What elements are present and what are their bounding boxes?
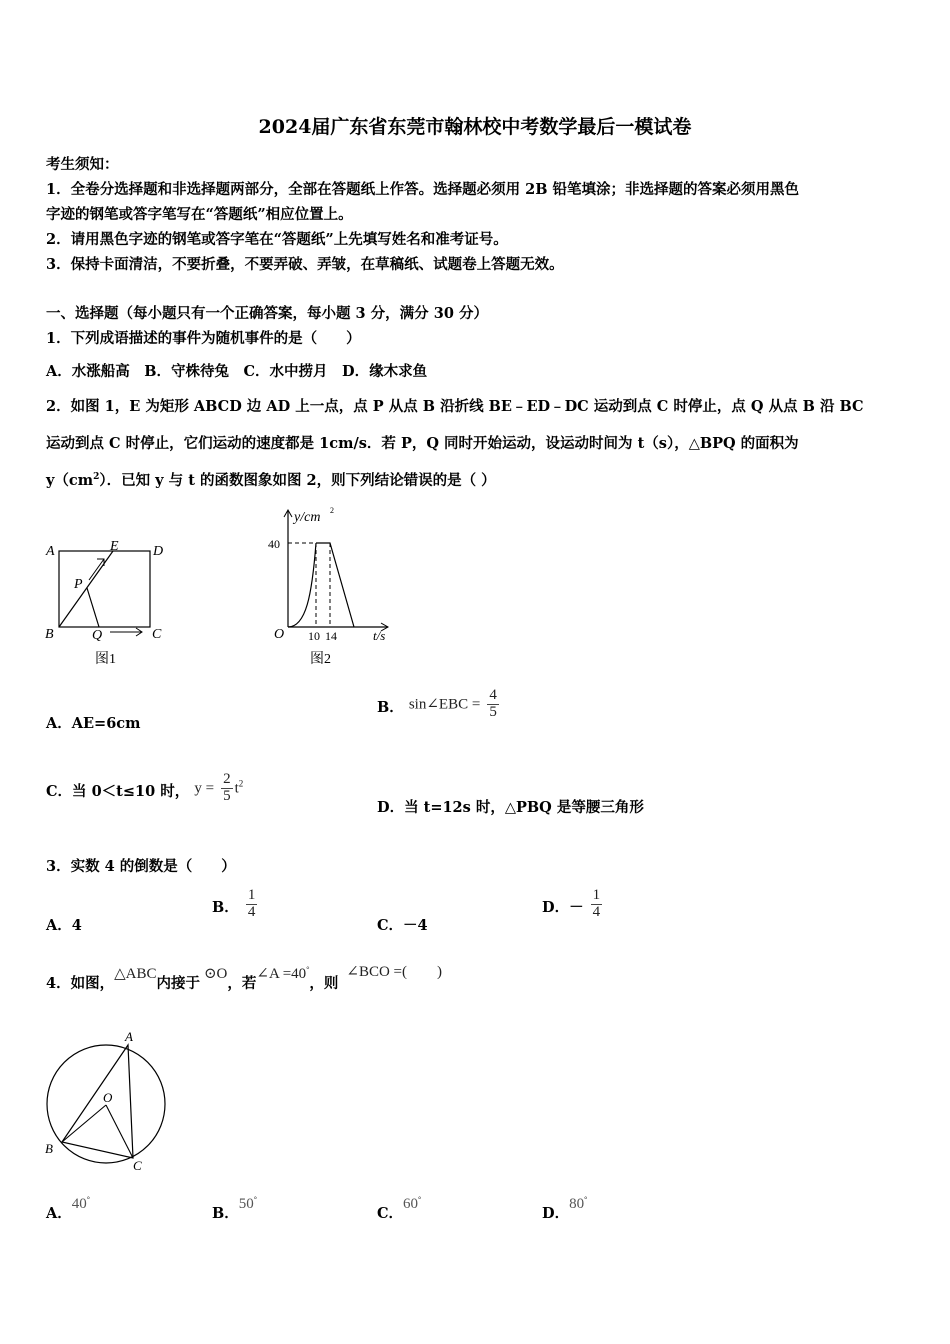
q1-stem: 1．下列成语描述的事件为随机事件的是（ ） (46, 330, 361, 347)
q2-option-d: D．当 t=12s 时，△PBQ 是等腰三角形 (377, 799, 644, 816)
q4-option-c: C．60° (377, 1195, 422, 1222)
fig2-ylabel-sup: 2 (330, 506, 334, 515)
q4-option-b: B．50° (212, 1195, 257, 1222)
q4-option-d: D．80° (542, 1195, 588, 1222)
fig1-label-e: E (110, 539, 119, 554)
q2-option-b: B． sin∠EBC = $\frac{4}{5}$ (377, 687, 497, 720)
section-heading: 一、选择题（每小题只有一个正确答案，每小题 3 分，满分 30 分） (46, 305, 488, 322)
q3-stem: 3．实数 4 的倒数是（ ） (46, 858, 236, 875)
fig1-label-c: C (152, 627, 162, 642)
q2-line-1: 2．如图 1，E 为矩形 ABCD 边 AD 上一点，点 P 从点 B 沿折线 BE﹣ED﹣DC 运动到点 C 时停止，点 Q 从点 B 沿 BC (46, 398, 864, 415)
q2-figure-1 (40, 535, 180, 670)
q2-figure-2 (266, 503, 406, 670)
fig1-label-q: Q (92, 628, 103, 643)
q4-figure (40, 1025, 175, 1175)
fig2-caption: 图2 (310, 652, 331, 667)
fig1-label-b: B (45, 627, 54, 642)
q3-option-a: A．4 (46, 917, 82, 934)
fig2-t14: 14 (325, 629, 337, 643)
notice-line-1a: 1．全卷分选择题和非选择题两部分，全部在答题纸上作答。选择题必须用 2B 铅笔填涂；非选择题的答案必须用黑色 (46, 181, 800, 198)
q4-fig-label-a: A (125, 1029, 133, 1044)
q3-option-b: B． $\frac{1}{4}$ (212, 887, 256, 920)
q4-fig-label-b: B (45, 1141, 53, 1156)
q4-fig-label-c: C (133, 1158, 142, 1173)
fig1-caption: 图1 (95, 652, 116, 667)
fig2-ylabel: y/cm (294, 510, 321, 525)
q4-fig-label-o: O (103, 1090, 113, 1105)
q2-option-a: A．AE=6cm (46, 715, 141, 732)
fig1-label-a: A (46, 544, 55, 559)
notice-line-2: 2．请用黑色字迹的钢笔或答字笔在“答题纸”上先填写姓名和准考证号。 (46, 231, 508, 248)
fig2-y40: 40 (268, 537, 280, 551)
q4-option-a: A．40° (46, 1195, 90, 1222)
notice-heading: 考生须知： (46, 156, 119, 173)
fig2-origin: O (274, 627, 285, 642)
page-title: 2024届广东省东莞市翰林校中考数学最后一模试卷 (258, 116, 692, 138)
q2-line-2: 运动到点 C 时停止，它们运动的速度都是 1cm/s．若 P，Q 同时开始运动，设运动时间为 t（s），△BPQ 的面积为 (46, 435, 799, 452)
q3-option-c: C．－4 (377, 917, 428, 934)
q4-stem: 4．如图，△ABC内接于⊙O，若∠A =40°，则∠BCO =( ) (46, 964, 443, 992)
fig1-label-d: D (153, 544, 164, 559)
fig2-t10: 10 (308, 629, 320, 643)
q2-line-3: $y(cm^2)$．已知 y 与 t 的函数图象如图 2，则下列结论错误的是（ ） (46, 472, 496, 489)
q1-options: A．水涨船高 B．守株待兔 C．水中捞月 D．缘木求鱼 (46, 363, 428, 380)
fig2-xlabel: t/s (373, 628, 386, 643)
notice-line-1b: 字迹的钢笔或答字笔写在“答题纸”相应位置上。 (46, 206, 353, 223)
notice-line-3: 3．保持卡面清洁，不要折叠，不要弄破、弄皱，在草稿纸、试题卷上答题无效。 (46, 256, 564, 273)
fig1-label-p: P (74, 577, 83, 592)
q2-option-c: C．当 0＜t≤10 时， y = $\frac{2}{5}$ $t^2$ (46, 771, 244, 804)
q3-option-d: D．－ $\frac{1}{4}$ (542, 887, 601, 920)
